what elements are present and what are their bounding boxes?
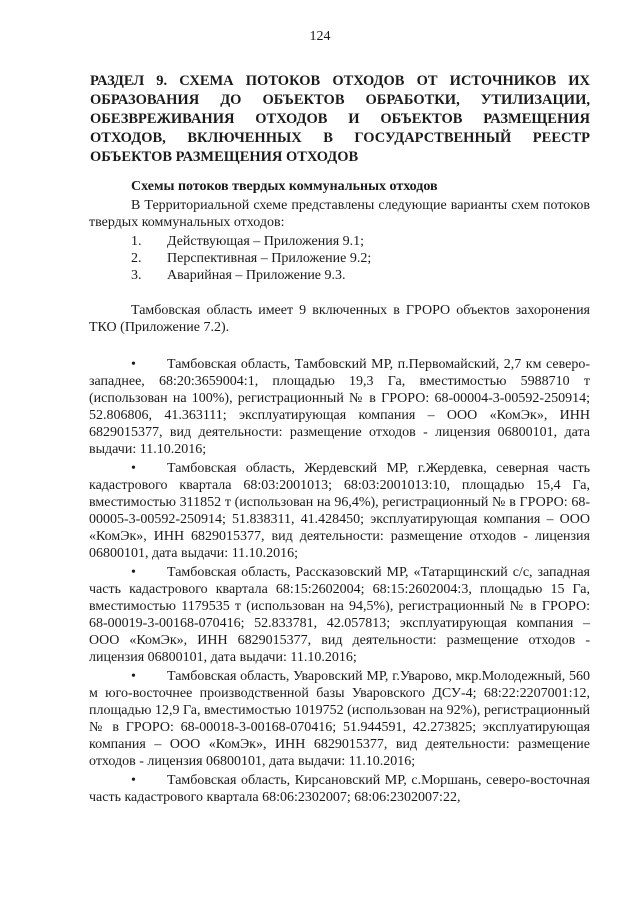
list-item — [89, 668, 590, 770]
bullet-icon — [131, 668, 167, 685]
bullet-icon — [131, 564, 167, 581]
list-item — [89, 356, 590, 458]
object-text: Тамбовская область, Уваровский МР, г.Уварово, мкр.Молодежный, 560 м юго-восточнее производственной базы Уваровского ДСУ-4; 68:22:2207001:12, площадью 12,9 Га, вместимостью 1019752 (использован на 92%), регистрационный № в ГРОРО: 68-00018-3-00168-070416; 51.944591, 42.273825; эксплуатирующая компания – ООО «КомЭк», ИНН 6829015377, вид деятельности: размещение отходов - лицензия 06800101, дата выдачи: 11.10.2016; — [89, 669, 590, 769]
page-number: 124 — [309, 29, 331, 44]
list-item — [89, 564, 590, 666]
list-item — [131, 233, 371, 250]
list-number: 3. — [131, 268, 142, 283]
list-number: 1. — [131, 234, 142, 249]
bullet-char: • — [131, 565, 136, 580]
subheading: Схемы потоков твердых коммунальных отходов — [131, 179, 438, 194]
variants-list — [131, 233, 371, 284]
intro-paragraph: В Территориальной схеме представлены следующие варианты схем потоков твердых коммунальных отходов: — [89, 198, 590, 230]
bullet-char: • — [131, 461, 136, 476]
bullet-icon — [131, 460, 167, 477]
bullet-icon — [131, 356, 167, 373]
object-text: Тамбовская область, Кирсановский МР, с.Моршань, северо-восточная часть кадастрового квартала 68:06:2302007; 68:06:2302007:22, — [89, 773, 590, 805]
bullet-char: • — [131, 669, 136, 684]
list-item — [89, 772, 590, 806]
list-text: Действующая – Приложения 9.1; — [167, 234, 365, 249]
landfill-objects-list — [89, 356, 590, 808]
list-item — [131, 267, 371, 284]
oblast-paragraph: Тамбовская область имеет 9 включенных в ГРОРО объектов захоронения ТКО (Приложение 7.2). — [89, 303, 590, 335]
list-text: Аварийная – Приложение 9.3. — [167, 268, 346, 283]
list-item — [89, 460, 590, 562]
list-item — [131, 250, 371, 267]
list-number: 2. — [131, 251, 142, 266]
object-text: Тамбовская область, Рассказовский МР, «Татарщинский с/с, западная часть кадастрового квартала 68:15:2602004; 68:15:2602004:3, площадью 15 Га, вместимостью 1179535 т (использован на 94,5%), регистрационный № в ГРОРО: 68-00019-3-00168-070416; 52.833781, 42.057813; эксплуатирующая компания – ООО «КомЭк», ИНН 6829015377, вид деятельности: размещение отходов - лицензия 06800101, дата выдачи: 11.10.2016; — [89, 565, 590, 665]
bullet-char: • — [131, 773, 136, 788]
bullet-char: • — [131, 357, 136, 372]
bullet-icon — [131, 772, 167, 789]
section-title: РАЗДЕЛ 9. СХЕМА ПОТОКОВ ОТХОДОВ ОТ ИСТОЧНИКОВ ИХ ОБРАЗОВАНИЯ ДО ОБЪЕКТОВ ОБРАБОТКИ, УТИЛИЗАЦИИ, ОБЕЗВРЕЖИВАНИЯ ОТХОДОВ И ОБЪЕКТОВ РАЗМЕЩЕНИЯ ОТХОДОВ, ВКЛЮЧЕННЫХ В ГОСУДАРСТВЕННЫЙ РЕЕСТР ОБЪЕКТОВ РАЗМЕЩЕНИЯ ОТХОДОВ — [90, 73, 590, 165]
list-text: Перспективная – Приложение 9.2; — [167, 251, 372, 266]
object-text: Тамбовская область, Тамбовский МР, п.Первомайский, 2,7 км северо-западнее, 68:20:3659004:1, площадью 19,3 Га, вместимостью 5988710 т (использован на 100%), регистрационный № в ГРОРО: 68-00004-3-00592-250914; 52.806806, 41.363111; эксплуатирующая компания – ООО «КомЭк», ИНН 6829015377, вид деятельности: размещение отходов - лицензия 06800101, дата выдачи: 11.10.2016; — [89, 357, 590, 457]
object-text: Тамбовская область, Жердевский МР, г.Жердевка, северная часть кадастрового квартала 68:03:2001013; 68:03:2001013:10, площадью 15,4 Га, вместимостью 311852 т (использован на 96,4%), регистрационный № в ГРОРО: 68-00005-3-00592-250914; 51.838311, 41.428450; эксплуатирующая компания – ООО «КомЭк», ИНН 6829015377, вид деятельности: размещение отходов - лицензия 06800101, дата выдачи: 11.10.2016; — [89, 461, 590, 561]
